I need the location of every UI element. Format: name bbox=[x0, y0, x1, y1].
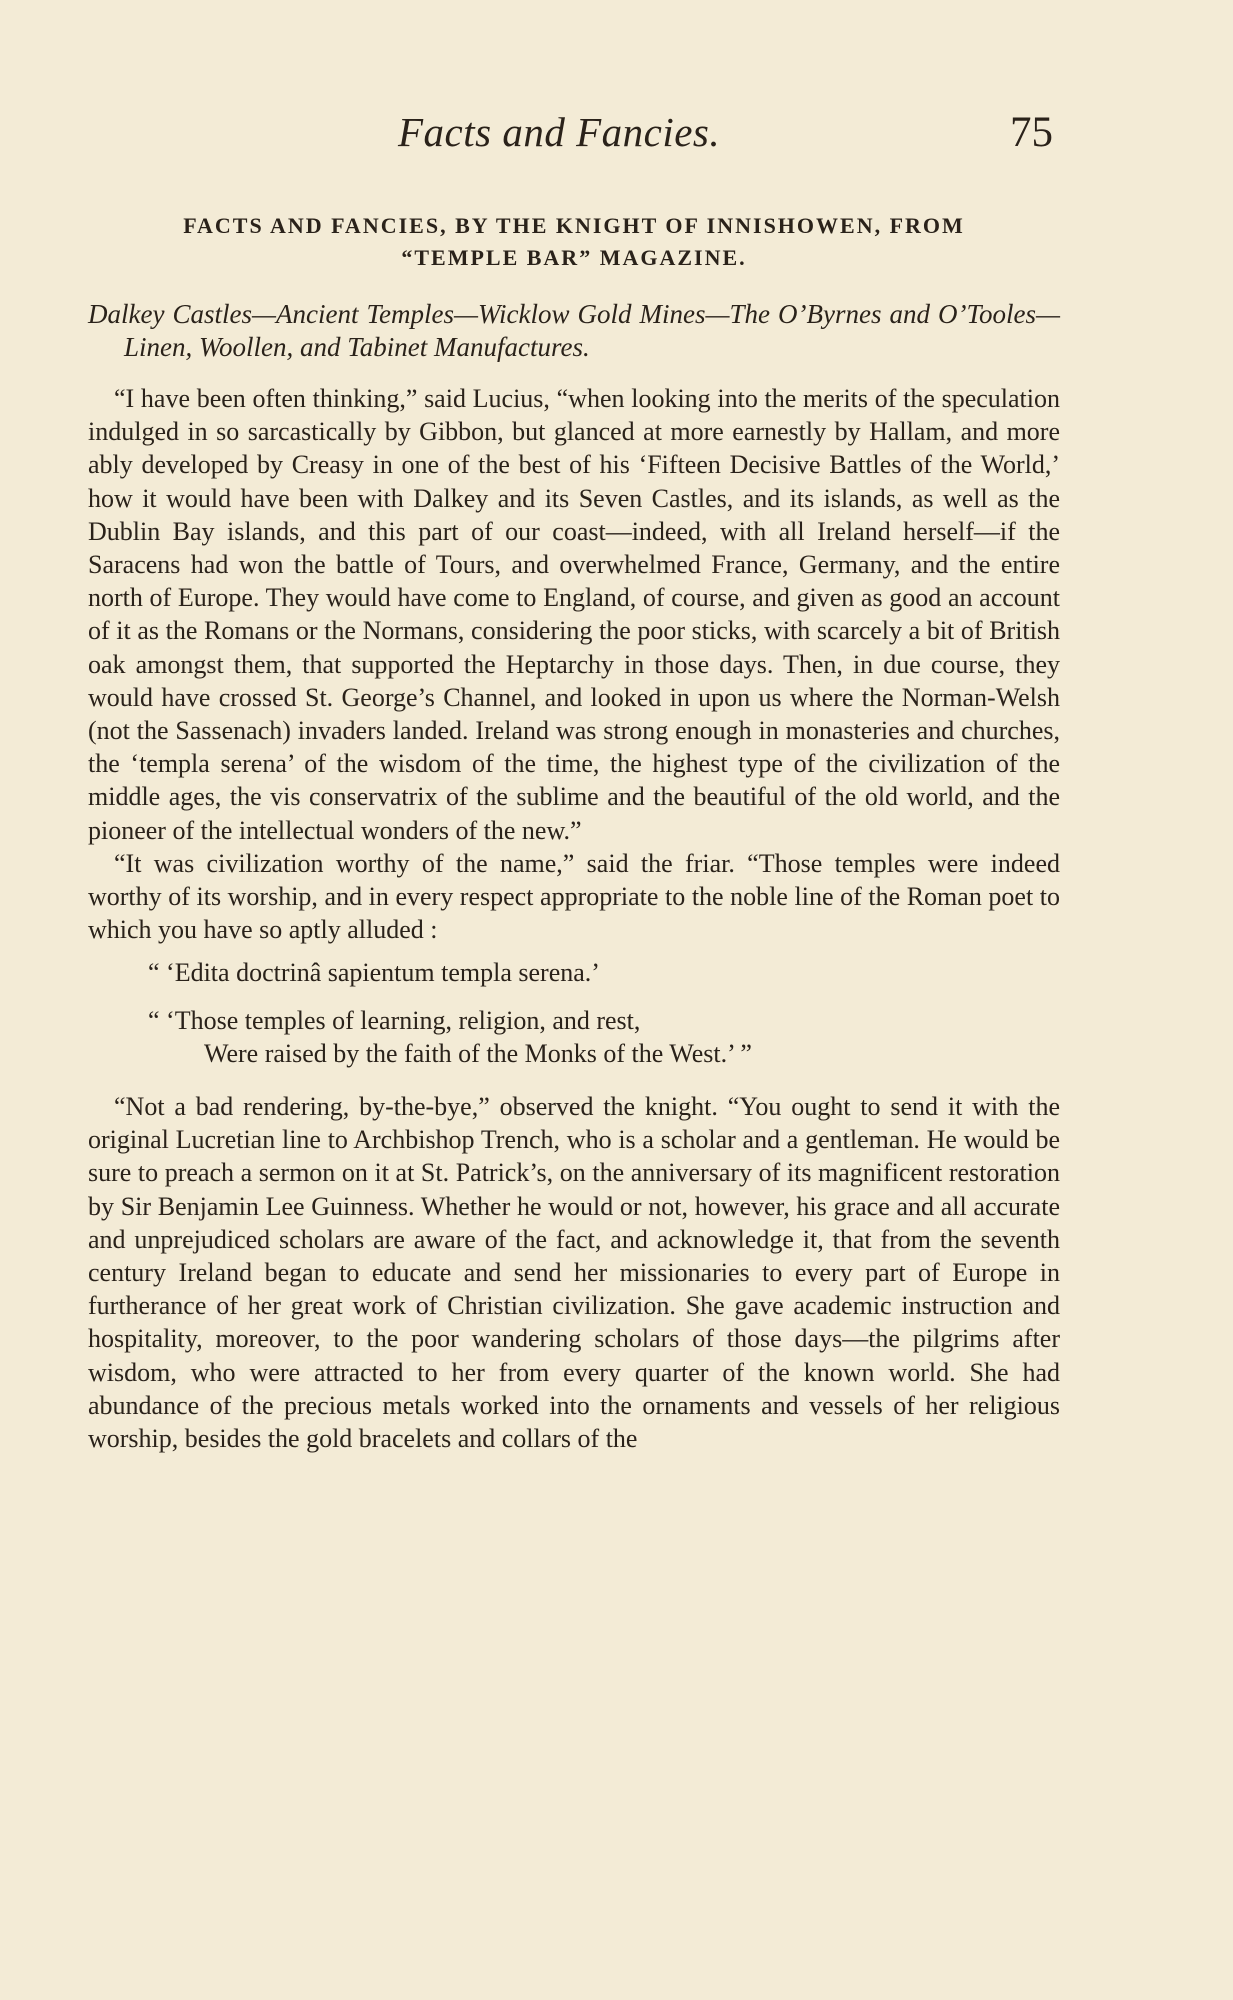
page-number: 75 bbox=[1010, 109, 1053, 156]
verse-line-2: Were raised by the faith of the Monks of the West.’ ” bbox=[204, 1038, 752, 1068]
running-title: Facts and Fancies. bbox=[398, 109, 721, 155]
verse-line-1: “ ‘Those temples of learning, religion, and rest, bbox=[148, 1005, 641, 1035]
paragraph-1: “I have been often thinking,” said Lucius, “when looking into the merits of the speculation indulged in so sarcastically by Gibbon, but glanced at more earnestly by Hallam, and more ably developed by Creasy in one of the best of his ‘Fifteen Decisive Battles of the World,’ how it would have been with Dalkey and its Seven Castles, and its islands, as well as the Dublin Bay islands, and this part of our coast—indeed, with all Ireland herself—if the Saracens had won the battle of Tours, and overwhelmed France, Germany, and the entire north of Europe. They would have come to England, of course, and given as good an account of it as the Romans or the Normans, considering the poor sticks, with scarcely a bit of British oak amongst them, that supported the Heptarchy in those days. Then, in due course, they would have crossed St. George’s Channel, and looked in upon us where the Norman-Welsh (not the Sassenach) invaders landed. Ireland was strong enough in monasteries and churches, the ‘templa serena’ of the wisdom of the time, the highest type of the civilization of the middle ages, the vis conservatrix of the sublime and the beautiful of the old world, and the pioneer of the intellectual wonders of the new.” bbox=[88, 384, 1060, 845]
latin-quotation: “ ‘Edita doctrinâ sapientum templa serena.’ bbox=[148, 958, 600, 988]
running-head bbox=[0, 108, 1233, 168]
spacer bbox=[88, 1070, 1060, 1090]
verse-translation bbox=[148, 1004, 1060, 1070]
chapter-heading bbox=[88, 210, 1060, 274]
paragraph-2: “It was civilization worthy of the name,” said the friar. “Those temples were indeed worthy of its worship, and in every respect appropriate to the noble line of the Roman poet to which you have so aptly alluded : bbox=[88, 848, 1060, 945]
chapter-synopsis: Dalkey Castles—Ancient Temples—Wicklow Gold Mines—The O’Byrnes and O’Tooles—Linen, Woollen, and Tabinet Manufactures. bbox=[88, 299, 1060, 362]
heading-line-2: “TEMPLE BAR” MAGAZINE. bbox=[401, 245, 747, 270]
paragraph-3: “Not a bad rendering, by-the-bye,” observed the knight. “You ought to send it with the original Lucretian line to Archbishop Trench, who is a scholar and a gentleman. He would be sure to preach a sermon on it at St. Patrick’s, on the anniversary of its magnificent restoration by Sir Benjamin Lee Guinness. Whether he would or not, however, his grace and all accurate and unprejudiced scholars are aware of the fact, and acknowledge it, that from the seventh century Ireland began to educate and send her missionaries to every part of Europe in furtherance of her great work of Christian civilization. She gave academic instruction and hospitality, moreover, to the poor wandering scholars of those days—the pilgrims after wisdom, who were attracted to her from every quarter of the known world. She had abundance of the precious metals worked into the ornaments and vessels of her religious worship, besides the gold bracelets and collars of the bbox=[88, 1092, 1060, 1454]
heading-line-1: FACTS AND FANCIES, BY THE KNIGHT OF INNISHOWEN, FROM bbox=[183, 213, 965, 238]
page-body bbox=[88, 210, 1060, 1455]
